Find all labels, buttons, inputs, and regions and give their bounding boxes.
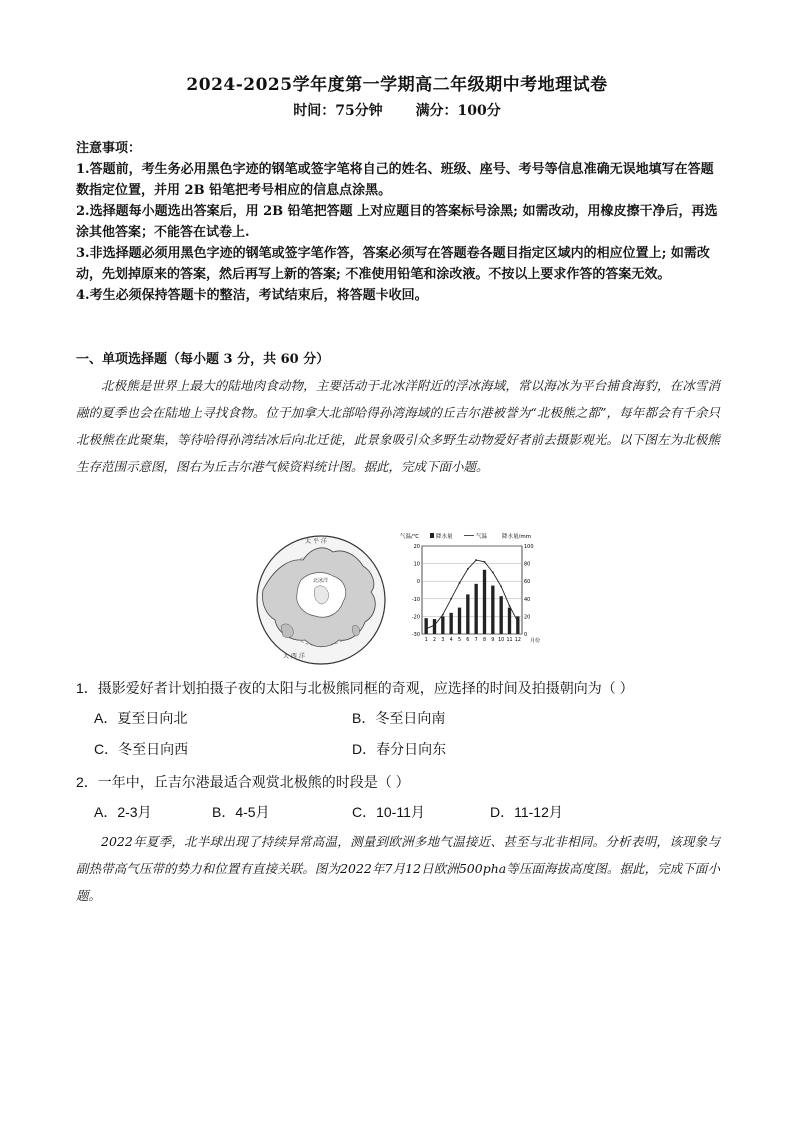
island bbox=[353, 625, 360, 635]
precip-bar bbox=[433, 619, 436, 634]
option-b[interactable]: B．4-5月 bbox=[212, 804, 270, 820]
y-tick-label: -30 bbox=[411, 632, 420, 638]
y-tick-label: -10 bbox=[411, 596, 420, 603]
left-axis-label: 气温/℃ bbox=[400, 534, 420, 540]
option-c[interactable]: C．10-11月 bbox=[352, 804, 425, 820]
option-a[interactable]: A．2-3月 bbox=[94, 804, 152, 820]
precip-bar bbox=[508, 608, 511, 634]
x-tick-label: 1 bbox=[424, 638, 428, 643]
x-tick-label: 8 bbox=[482, 638, 487, 643]
y2-tick-label: 100 bbox=[524, 544, 534, 550]
temperature-point bbox=[425, 628, 427, 630]
temperature-point bbox=[434, 624, 436, 626]
figure-pair bbox=[253, 530, 543, 670]
plot-frame bbox=[422, 546, 522, 634]
passage-heatwave bbox=[76, 828, 720, 909]
y2-tick-label: 40 bbox=[524, 596, 531, 603]
x-tick-label: 9 bbox=[491, 638, 495, 643]
exam-score: 满分：100分 bbox=[415, 103, 501, 119]
temperature-point bbox=[459, 582, 461, 584]
question-2: 2．一年中，丘吉尔港最适合观赏北极熊的时段是（ ） bbox=[76, 774, 410, 790]
note-item: 2.选择题每小题选出答案后，用 2B 铅笔把答题 上对应题目的答案标号涂黑; 如需改动，用橡皮擦干净后，再选涂其他答案；不能答在试卷上. bbox=[76, 204, 718, 240]
x-tick-label: 4 bbox=[449, 638, 453, 643]
temperature-point bbox=[450, 598, 452, 600]
x-tick-label: 12 bbox=[514, 638, 521, 643]
precip-bar bbox=[450, 613, 453, 634]
option-b[interactable]: B．冬至日向南 bbox=[352, 710, 446, 726]
map-label-top: 太 平 洋 bbox=[305, 538, 327, 545]
y2-tick-label: 20 bbox=[524, 614, 531, 621]
note-item: 1.答题前，考生务必用黑色字迹的钢笔或签字笔将自己的姓名、班级、座号、考号等信息准确无误地填写在答题数指定位置，并用 2B 铅笔把考号相应的信息点涂黑。 bbox=[76, 162, 714, 198]
y-tick-label: 10 bbox=[413, 561, 420, 568]
option-d[interactable]: D．11-12月 bbox=[490, 804, 563, 820]
option-d[interactable]: D．春分日向东 bbox=[352, 741, 447, 757]
passage-polar-bear bbox=[76, 372, 720, 480]
x-tick-label: 11 bbox=[506, 638, 513, 643]
polar-map bbox=[253, 530, 393, 670]
precip-bar bbox=[475, 584, 478, 634]
exam-time: 时间：75分钟 bbox=[293, 103, 383, 119]
y2-tick-label: 60 bbox=[524, 579, 531, 586]
precip-bar bbox=[458, 608, 461, 634]
legend-bar-label: 降水量 bbox=[436, 534, 453, 540]
y2-tick-label: 0 bbox=[524, 632, 528, 638]
right-axis-label: 降水量/mm bbox=[502, 534, 532, 540]
question-1: 1．摄影爱好者计划拍摄子夜的太阳与北极熊同框的奇观，应选择的时间及拍摄朝向为（ ） bbox=[76, 680, 634, 696]
y2-tick-label: 80 bbox=[524, 561, 531, 568]
x-tick-label: 3 bbox=[441, 638, 445, 643]
map-label-arctic: 北冰洋 bbox=[313, 578, 329, 584]
section-heading: 一、单项选择题（每小题 3 分，共 60 分） bbox=[76, 352, 330, 367]
climate-chart bbox=[398, 530, 548, 670]
exam-info bbox=[0, 100, 794, 120]
temperature-point bbox=[484, 561, 486, 563]
y-tick-label: 20 bbox=[413, 544, 420, 550]
x-tick-label: 5 bbox=[457, 638, 462, 643]
y-tick-label: 0 bbox=[416, 579, 420, 586]
temperature-point bbox=[509, 605, 511, 607]
temperature-point bbox=[500, 586, 502, 588]
precip-bar bbox=[441, 616, 444, 634]
temperature-point bbox=[467, 568, 469, 570]
page-title: 2024-2025学年度第一学期高二年级期中考地理试卷 bbox=[186, 75, 608, 95]
notes-heading: 注意事项： bbox=[76, 141, 142, 156]
temperature-point bbox=[517, 621, 519, 623]
notes-block bbox=[76, 138, 722, 306]
temperature-point bbox=[492, 572, 494, 574]
precip-bar bbox=[425, 618, 428, 634]
option-c[interactable]: C．冬至日向西 bbox=[94, 741, 189, 757]
x-tick-label: 10 bbox=[498, 638, 505, 643]
map-label-bottom: 大 西 洋 bbox=[283, 653, 305, 660]
temperature-point bbox=[442, 614, 444, 616]
precip-bar bbox=[466, 594, 469, 634]
x-tick-label: 7 bbox=[474, 638, 478, 643]
precip-bar bbox=[483, 570, 486, 634]
passage-text: 2022年夏季，北半球出现了持续异常高温，测量到欧洲多地气温接近、甚至与北非相同。分析表明，该现象与副热带高气压带的势力和位置有直接关联。图为2022年7月12日欧洲500pha等压面海拔高度图。据此，完成下面小题。 bbox=[76, 834, 720, 903]
precip-bar bbox=[500, 596, 503, 634]
legend-bar-swatch bbox=[430, 533, 434, 538]
temperature-line bbox=[426, 560, 518, 629]
chart-plot bbox=[412, 544, 534, 643]
x-tick-label: 6 bbox=[466, 638, 470, 643]
month-unit-label: 月份 bbox=[530, 638, 541, 644]
passage-text: 北极熊是世界上最大的陆地肉食动物，主要活动于北冰洋附近的浮冰海域，常以海冰为平台捕食海豹，在冰雪消融的夏季也会在陆地上寻找食物。位于加拿大北部哈得孙湾海域的丘吉尔港被誉为“北极熊之都”，每年都会有千余只北极熊在此聚集，等待哈得孙湾结冰后向北迁徙，此景象吸引众多野生动物爱好者前去摄影观光。以下图左为北极熊生存范围示意图，图右为丘吉尔港气候资料统计图。据此，完成下面小题。 bbox=[76, 378, 720, 474]
temperature-point bbox=[475, 559, 477, 561]
x-tick-label: 2 bbox=[432, 638, 437, 643]
note-item: 4.考生必须保持答题卡的整洁，考试结束后，将答题卡收回。 bbox=[76, 288, 428, 303]
option-a[interactable]: A．夏至日向北 bbox=[94, 710, 188, 726]
y-tick-label: -20 bbox=[411, 614, 420, 621]
precip-bar bbox=[491, 586, 494, 634]
note-item: 3.非选择题必须用黑色字迹的钢笔或签字笔作答，答案必须写在答题卷各题目指定区域内的相应位置上; 如需改动，先划掉原来的答案，然后再写上新的答案; 不准使用铅笔和涂改液。不按以上要求作答的答案无效。 bbox=[76, 246, 710, 282]
legend-line-label: 气温 bbox=[476, 534, 488, 540]
